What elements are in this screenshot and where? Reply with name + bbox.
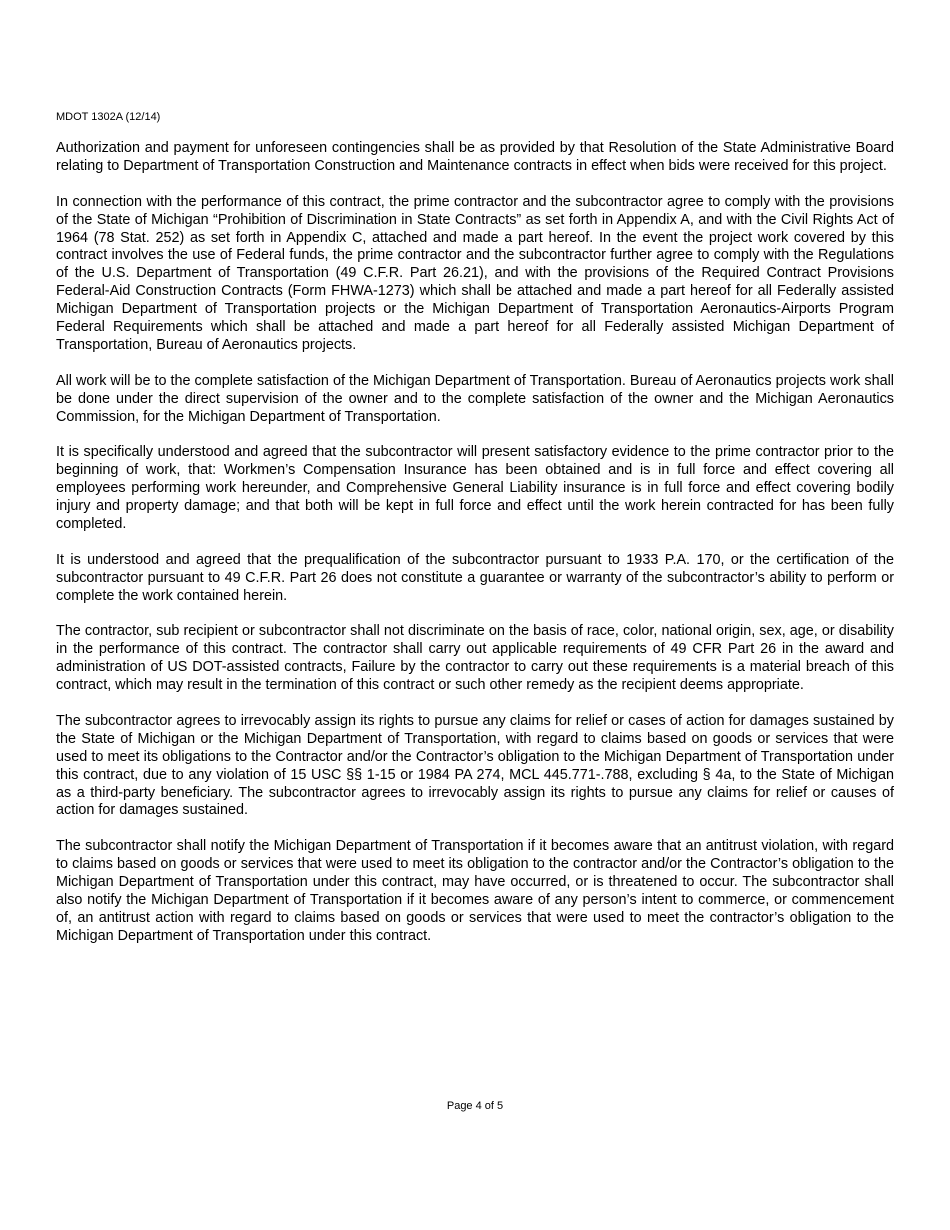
paragraph-assign-rights: The subcontractor agrees to irrevocably assign its rights to pursue any claims for relief or cases of action for damages sustained by the State of Michigan or the Michigan Department of Transportation, with regard to claims based on goods or services that were used to meet its obligations to the Contractor and/or the Contractor’s obligation to the Michigan Department of Transportation under this contract, due to any violation of 15 USC §§ 1-15 or 1984 PA 274, MCL 445.771-.788, excluding § 4a, to the State of Michigan as a third-party beneficiary. The subcontractor agrees to irrevocably assign its rights to pursue any claims for relief or causes of action for damages sustained. xyxy=(56,712,894,819)
paragraph-civil-rights: In connection with the performance of this contract, the prime contractor and the subcontractor agree to comply with the provisions of the State of Michigan “Prohibition of Discrimination in State Contracts” as set forth in Appendix A, and with the Civil Rights Act of 1964 (78 Stat. 252) as set forth in Appendix C, attached and made a part hereof. In the event the project work covered by this contract involves the use of Federal funds, the prime contractor and the subcontractor further agree to comply with the Regulations of the U.S. Department of Transportation (49 C.F.R. Part 26.21), and with the provisions of the Required Contract Provisions Federal-Aid Construction Contracts (Form FHWA-1273) which shall be attached and made a part hereof for all Federally assisted Michigan Department of Transportation projects or the Michigan Department of Transportation Aeronautics-Airports Program Federal Requirements which shall be attached and made a part hereof for all Federally assisted Michigan Department of Transportation, Bureau of Aeronautics projects. xyxy=(56,193,894,353)
document-body xyxy=(56,140,894,964)
paragraph-contingencies: Authorization and payment for unforeseen contingencies shall be as provided by that Resolution of the State Administrative Board relating to Department of Transportation Construction and Maintenance contracts in effect when bids were received for this project. xyxy=(56,140,894,174)
form-id: MDOT 1302A (12/14) xyxy=(56,111,161,123)
paragraph-antitrust: The subcontractor shall notify the Michigan Department of Transportation if it becomes aware that an antitrust violation, with regard to claims based on goods or services that were used to meet its obligation to the contractor and/or the Contractor’s obligation to the Michigan Department of Transportation under this contract, may have occurred, or is threatened to occur. The subcontractor shall also notify the Michigan Department of Transportation if it becomes aware of any person’s intent to commerce, or commencement of, an antitrust action with regard to claims based on goods or services that were used to meet the contractor’s obligation to the Michigan Department of Transportation under this contract. xyxy=(56,838,894,944)
paragraph-nondiscrimination: The contractor, sub recipient or subcontractor shall not discriminate on the basis of race, color, national origin, sex, age, or disability in the performance of this contract. The contractor shall carry out applicable requirements of 49 CFR Part 26 in the award and administration of US DOT-assisted contracts, Failure by the contractor to carry out these requirements is a material breach of this contract, which may result in the termination of this contract or such other remedy as the recipient deems appropriate. xyxy=(56,623,894,694)
paragraph-prequalification: It is understood and agreed that the prequalification of the subcontractor pursuant to 1933 P.A. 170, or the certification of the subcontractor pursuant to 49 C.F.R. Part 26 does not constitute a guarantee or warranty of the subcontractor’s ability to perform or complete the work contained herein. xyxy=(56,551,894,604)
paragraph-satisfaction: All work will be to the complete satisfaction of the Michigan Department of Transportation. Bureau of Aeronautics projects work shall be done under the direct supervision of the owner and to the complete satisfaction of the owner and the Michigan Aeronautics Commission, for the Michigan Department of Transportation. xyxy=(56,372,894,425)
paragraph-insurance: It is specifically understood and agreed that the subcontractor will present satisfactory evidence to the prime contractor prior to the beginning of work, that: Workmen’s Compensation Insurance has been obtained and is in full force and effect covering all employees performing work hereunder, and Comprehensive General Liability insurance is in full force and effect covering bodily injury and property damage; and that both will be kept in full force and effect until the work herein contracted for has been fully completed. xyxy=(56,444,894,532)
page-number: Page 4 of 5 xyxy=(446,1100,504,1112)
